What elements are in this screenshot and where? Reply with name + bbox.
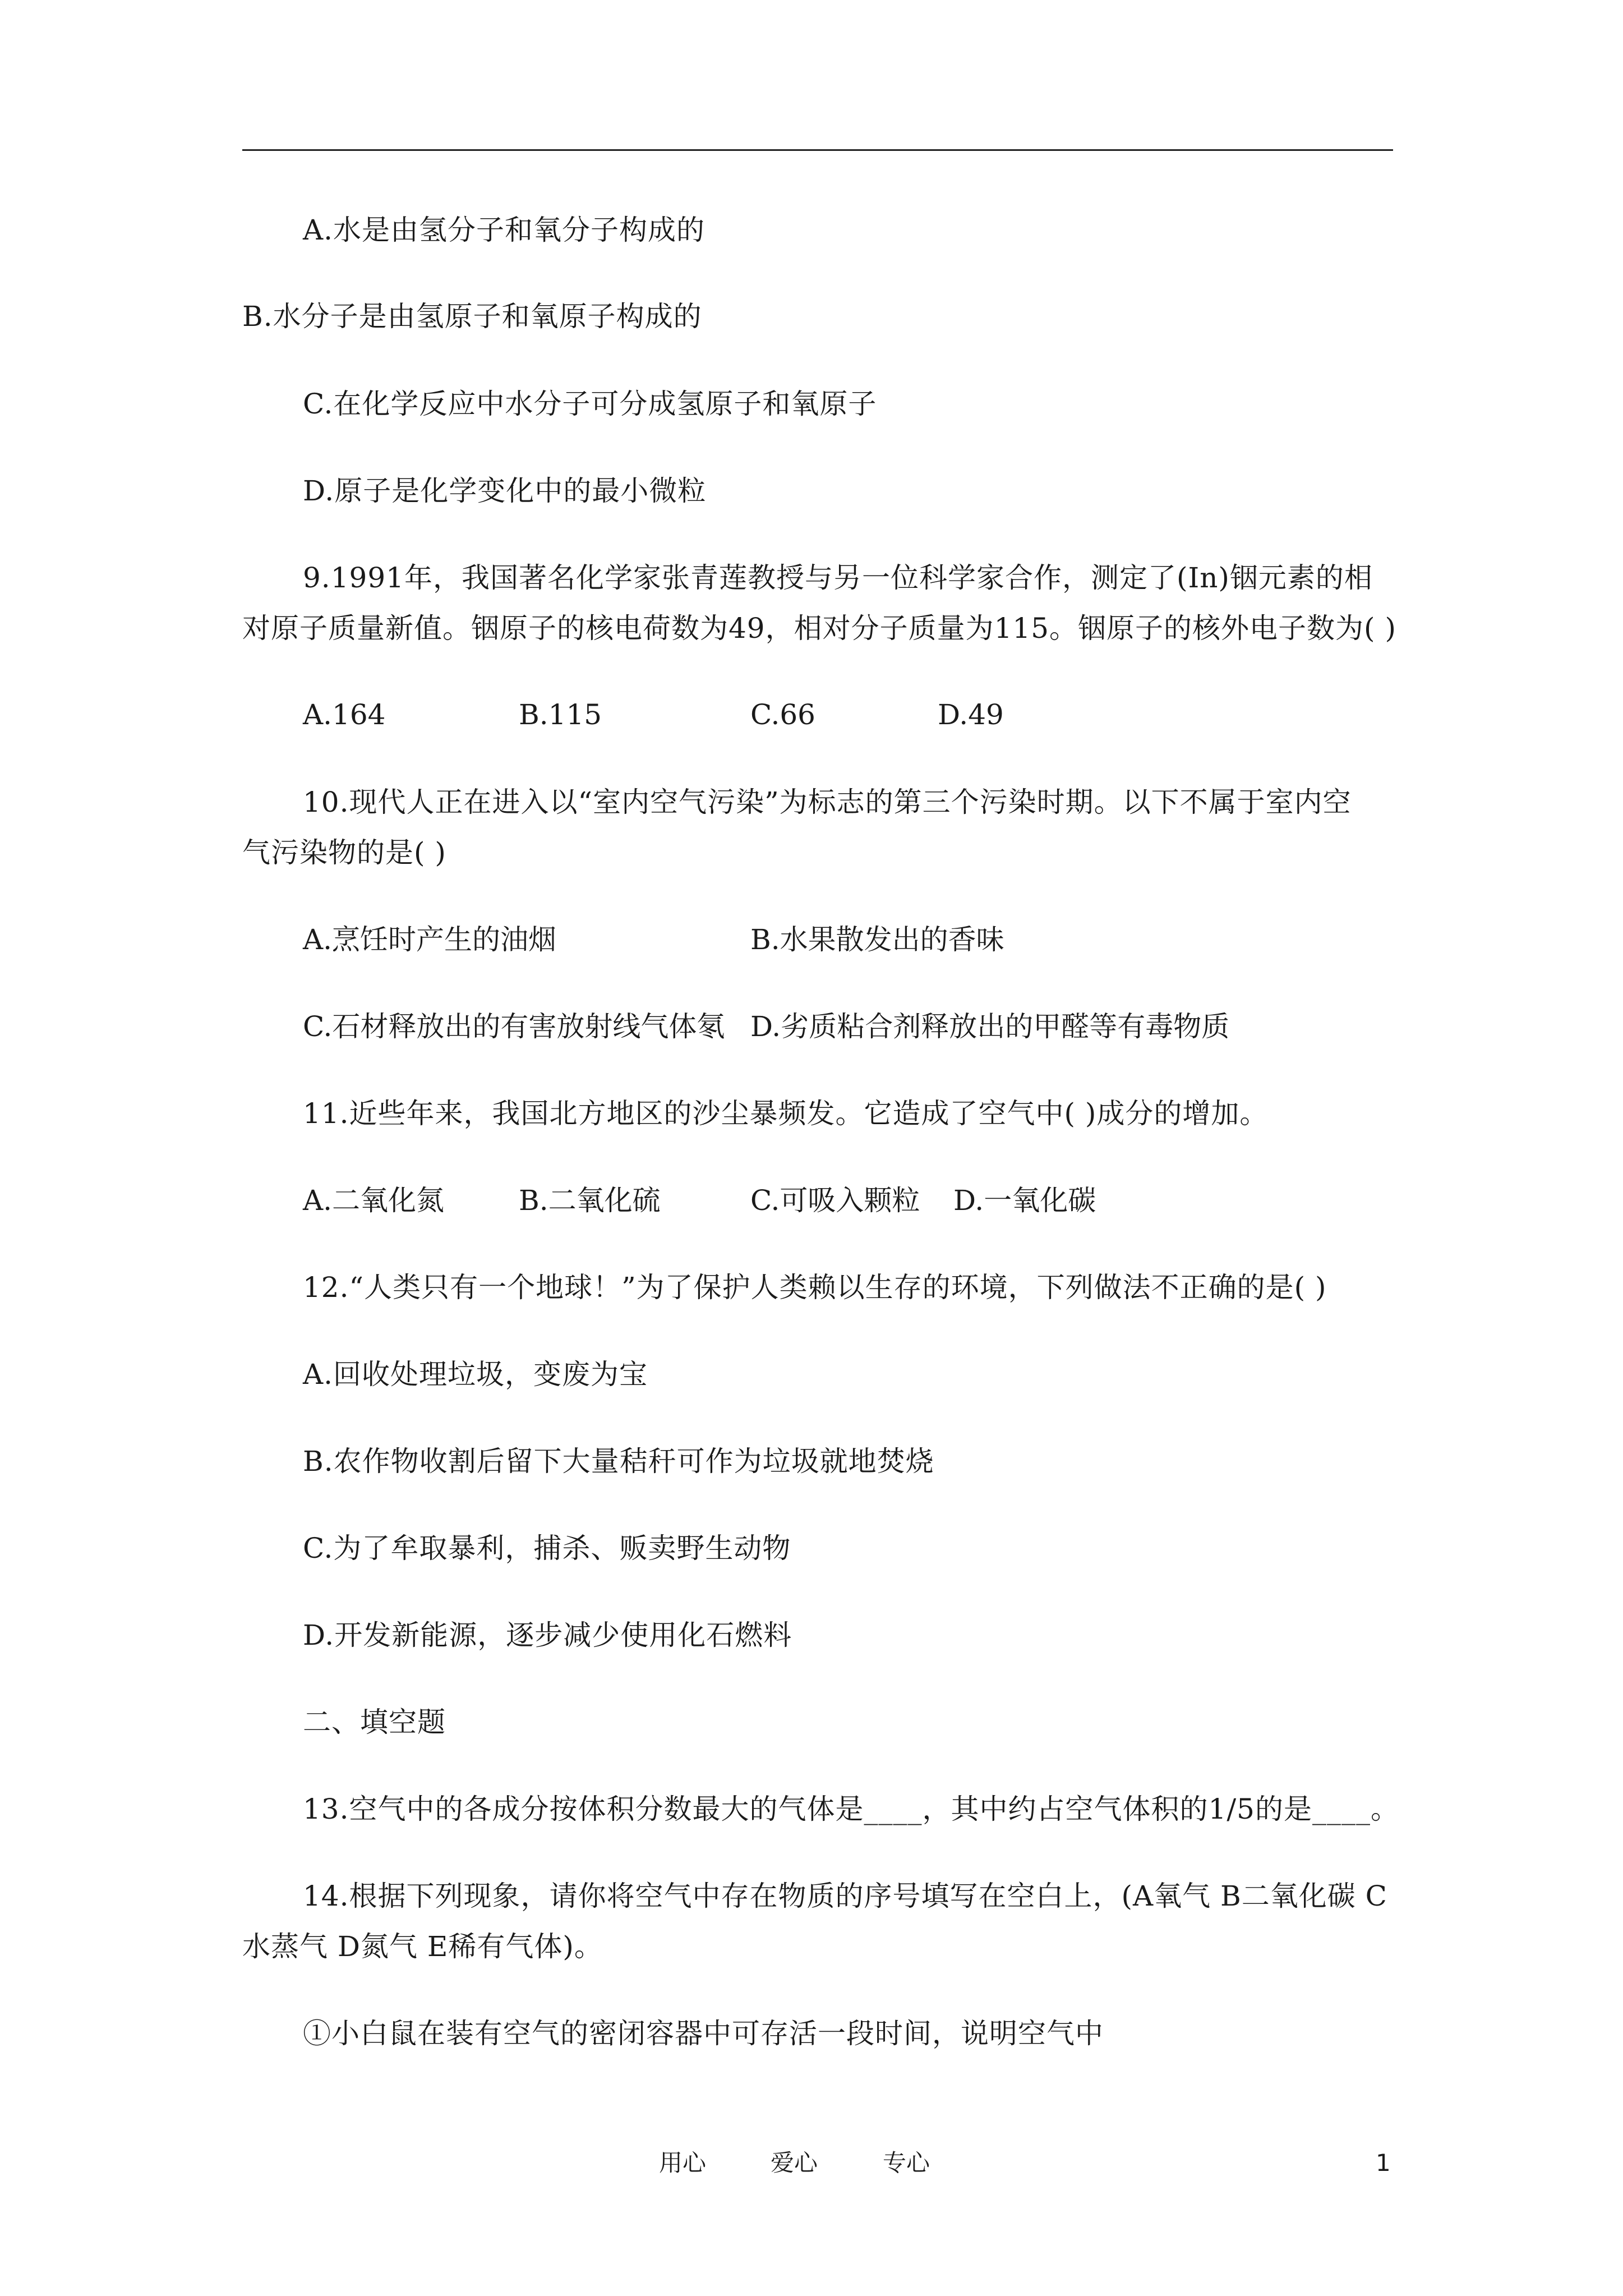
q8-option-a: A.水是由氢分子和氧分子构成的 [303,214,706,246]
q12-option-a: A.回收处理垃圾，变废为宝 [303,1358,648,1391]
footer-motto-2: 爱心 [771,2149,818,2177]
q9-stem-line2: 对原子质量新值。铟原子的核电荷数为49，相对分子质量为115。铟原子的核外电子数为( ) [242,612,1396,645]
q12-option-d: D.开发新能源，逐步减少使用化石燃料 [303,1619,792,1651]
q12-option-b: B.农作物收割后留下大量秸秆可作为垃圾就地焚烧 [303,1445,934,1478]
q14-stem-line2: 水蒸气 D氮气 E稀有气体)。 [242,1930,603,1963]
q11-option-c: C.可吸入颗粒 [750,1184,920,1217]
q12-stem: 12.“人类只有一个地球！”为了保护人类赖以生存的环境，下列做法不正确的是( ) [303,1271,1327,1304]
footer-motto-1: 用心 [659,2149,707,2177]
q8-option-d: D.原子是化学变化中的最小微粒 [303,475,707,507]
q9-option-c: C.66 [750,698,815,731]
q9-option-d: D.49 [938,698,1004,731]
q9-option-a: A.164 [303,698,386,731]
q10-option-d: D.劣质粘合剂释放出的甲醛等有毒物质 [750,1010,1230,1043]
q11-stem: 11.近些年来，我国北方地区的沙尘暴频发。它造成了空气中( )成分的增加。 [303,1097,1269,1130]
q10-option-b: B.水果散发出的香味 [750,923,1004,956]
q9-option-b: B.115 [519,698,602,731]
section-title-fill-in: 二、填空题 [303,1706,446,1738]
q14-item-1: ①小白鼠在装有空气的密闭容器中可存活一段时间，说明空气中 [303,2017,1104,2050]
q11-option-d: D.一氧化碳 [953,1184,1096,1217]
q10-stem-line2: 气污染物的是( ) [242,836,446,869]
q10-option-a: A.烹饪时产生的油烟 [303,923,557,956]
q11-option-a: A.二氧化氮 [303,1184,445,1217]
q8-option-b: B.水分子是由氢原子和氧原子构成的 [242,300,702,333]
page-number: 1 [1376,2149,1391,2177]
q14-stem-line1: 14.根据下列现象，请你将空气中存在物质的序号填写在空白上，(A氧气 B二氧化碳 C [303,1880,1387,1912]
q10-option-c: C.石材释放出的有害放射线气体氡 [303,1010,725,1043]
q8-option-c: C.在化学反应中水分子可分成氢原子和氧原子 [303,388,877,420]
q9-stem-line1: 9.1991年，我国著名化学家张青莲教授与另一位科学家合作，测定了(In)铟元素的相 [303,562,1373,594]
header-rule [242,149,1393,151]
q12-option-c: C.为了牟取暴利，捕杀、贩卖野生动物 [303,1532,791,1565]
q10-stem-line1: 10.现代人正在进入以“室内空气污染”为标志的第三个污染时期。以下不属于室内空 [303,786,1352,818]
footer-motto-3: 专心 [883,2149,930,2177]
q11-option-b: B.二氧化硫 [519,1184,661,1217]
q13-stem: 13.空气中的各成分按体积分数最大的气体是____，其中约占空气体积的1/5的是____。 [303,1793,1399,1825]
